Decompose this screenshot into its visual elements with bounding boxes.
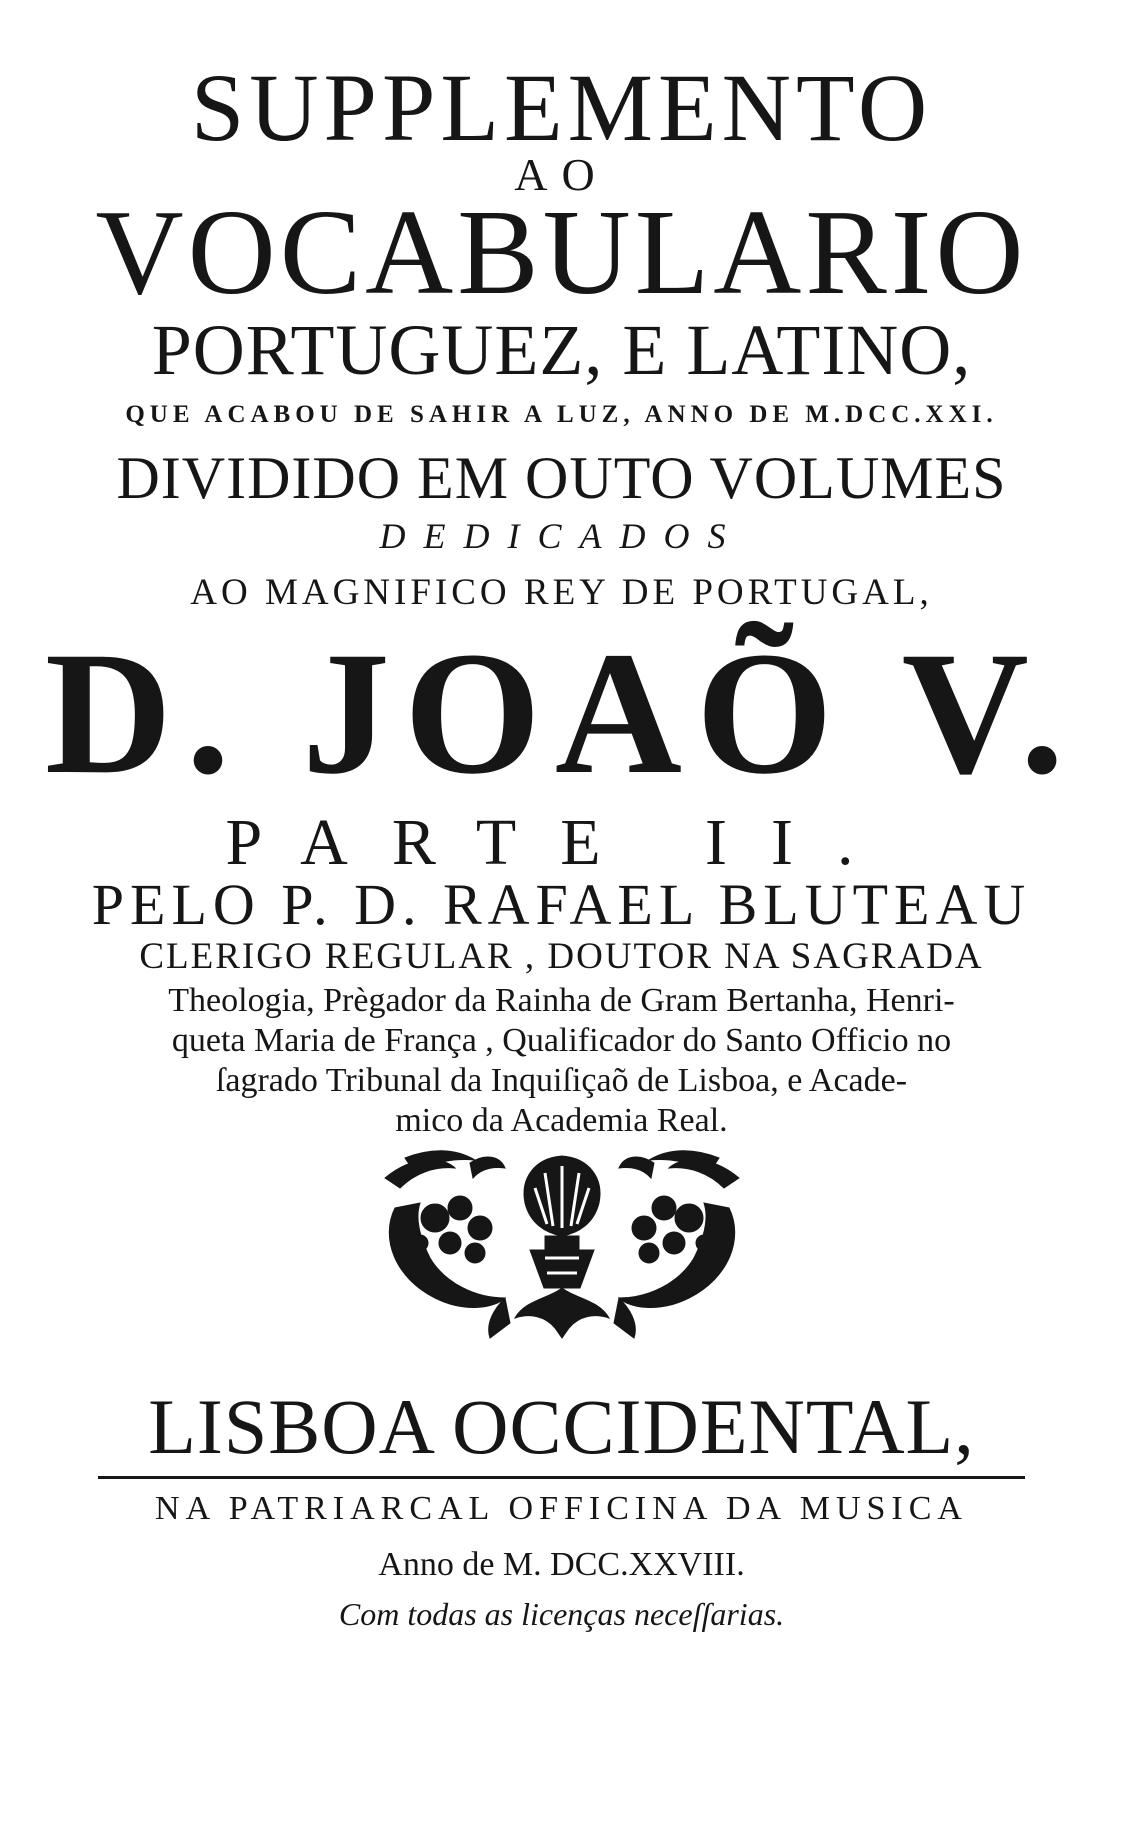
imprint-place: LISBOA OCCIDENTAL, <box>148 1383 975 1470</box>
author-description-line: Theologia, Prègador da Rainha de Gram Bertanha, Henri- <box>168 982 955 1019</box>
printers-ornament-icon <box>375 1148 749 1340</box>
imprint-year: Anno de M. DCC.XXVIII. <box>378 1546 745 1583</box>
author-description-line: ſagrado Tribunal da Inquiſiçaõ de Lisboa, e Acade- <box>215 1062 908 1099</box>
author-description-line: queta Maria de França , Qualificador do Santo Officio no <box>171 1022 952 1059</box>
subtitle-que-acabou: QUE ACABOU DE SAHIR A LUZ, ANNO DE M.DCC.XXI. <box>125 401 998 428</box>
title-ao: AO <box>514 149 609 200</box>
part-number: PARTE II. <box>225 806 898 879</box>
author-name: PELO P. D. RAFAEL BLUTEAU <box>91 872 1032 937</box>
title-supplemento: SUPPLEMENTO <box>190 54 933 161</box>
title-vocabulario: VOCABULARIO <box>95 185 1028 320</box>
dedication-line: AO MAGNIFICO REY DE PORTUGAL, <box>190 572 933 613</box>
subtitle-dividido: DIVIDIDO EM OUTO VOLUMES <box>116 445 1007 511</box>
title-portuguez-latino: PORTUGUEZ, E LATINO, <box>151 310 972 390</box>
dedicatee-name: D. JOAÕ V. <box>44 616 1079 811</box>
imprint-printer: NA PATRIARCAL OFFICINA DA MUSICA <box>155 1490 968 1527</box>
author-title: CLERIGO REGULAR , DOUTOR NA SAGRADA <box>139 936 984 977</box>
imprint-licences: Com todas as licenças neceſſarias. <box>338 1596 785 1632</box>
subtitle-dedicados: DEDICADOS <box>379 516 744 556</box>
author-description-line: mico da Academia Real. <box>395 1102 728 1139</box>
imprint-rule <box>98 1476 1025 1479</box>
